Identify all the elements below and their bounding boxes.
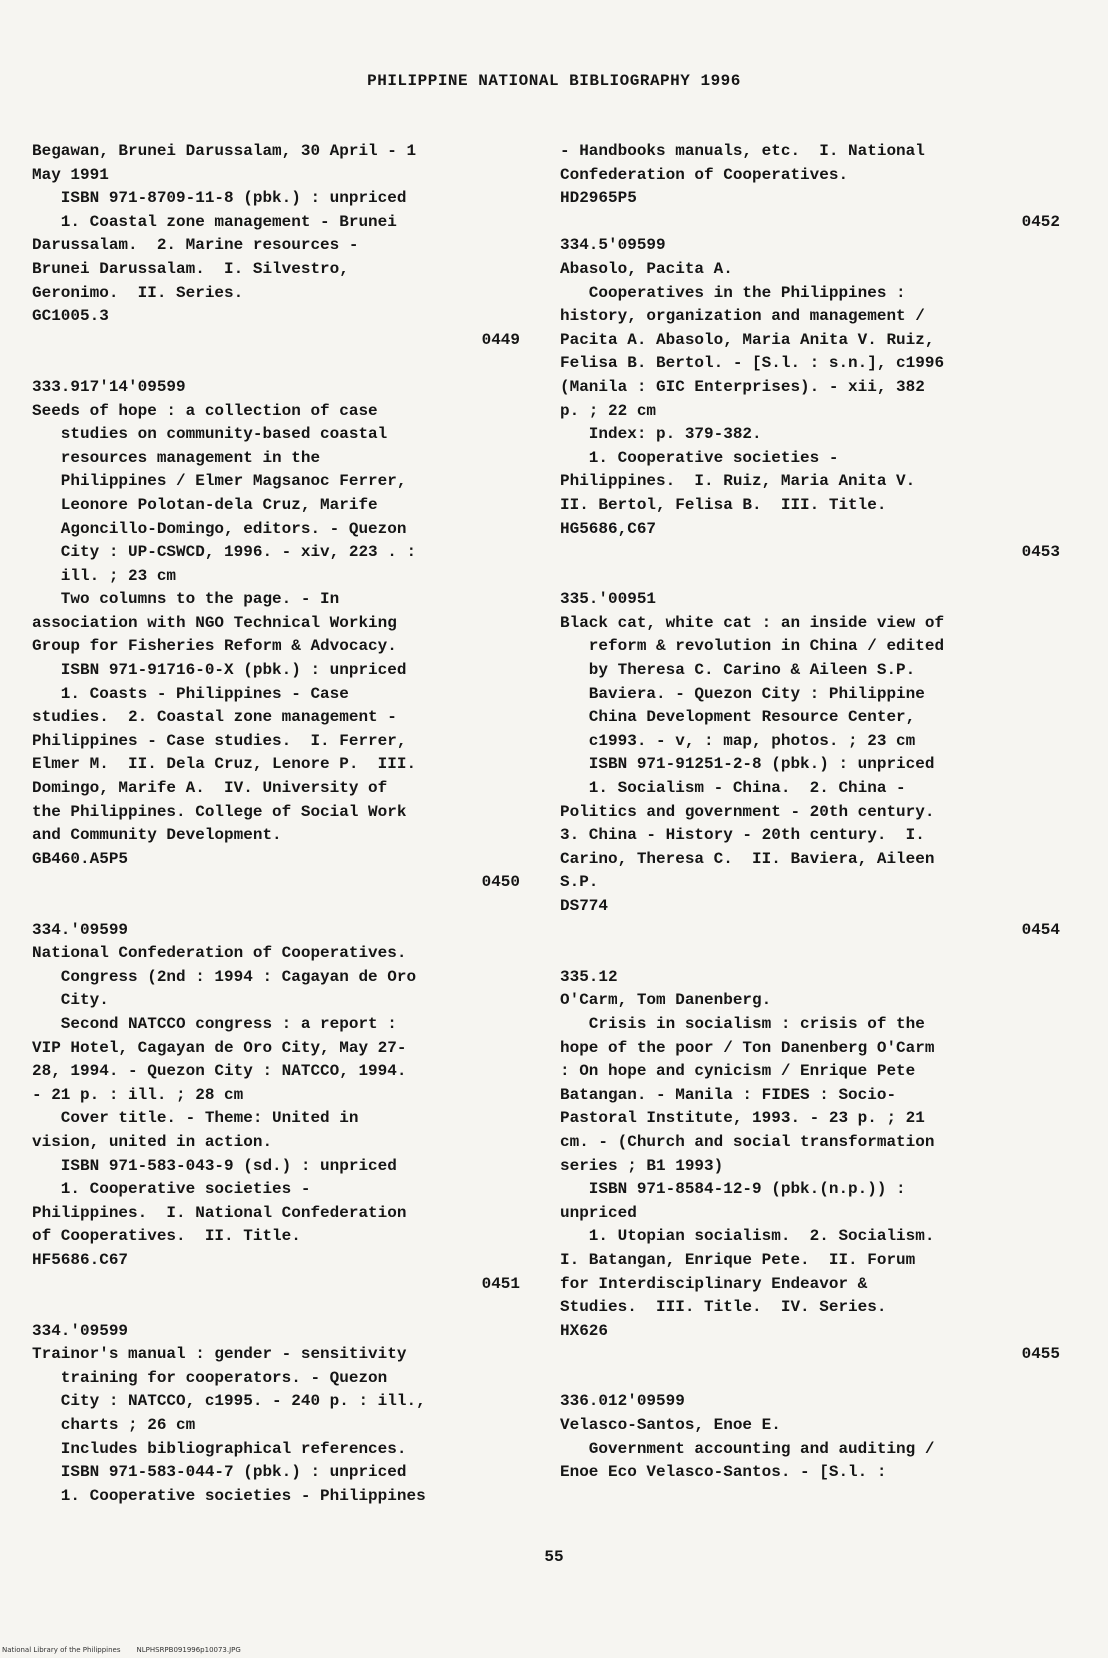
entry-line: 1. Cooperative societies - Philippines (32, 1486, 426, 1505)
entry-line: HF5686.C67 (32, 1250, 129, 1269)
entry-line: association with NGO Technical Working (32, 613, 397, 632)
entry-line: unpriced (560, 1203, 637, 1222)
scan-footer (2, 1646, 241, 1654)
entry-line: Brunei Darussalam. I. Silvestro, (32, 259, 349, 278)
entry-line: Cooperatives in the Philippines : (560, 283, 906, 302)
entry-line: 3. China - History - 20th century. I. (560, 826, 925, 845)
entry-line: Two columns to the page. - In (32, 590, 340, 609)
entry-line: Elmer M. II. Dela Cruz, Lenore P. III. (32, 755, 417, 774)
running-header: PHILIPPINE NATIONAL BIBLIOGRAPHY 1996 (367, 72, 741, 90)
entry-line: Abasolo, Pacita A. (560, 259, 733, 278)
spacer (32, 352, 520, 376)
entry-line: - 21 p. : ill. ; 28 cm (32, 1085, 244, 1104)
entry-line: GB460.A5P5 (32, 849, 129, 868)
entry-line: Geronimo. II. Series. (32, 283, 244, 302)
entry-line: Leonore Polotan-dela Cruz, Marife (32, 495, 378, 514)
entry-line: training for cooperators. - Quezon (32, 1368, 388, 1387)
entry-line: ISBN 971-583-044-7 (pbk.) : unpriced (32, 1463, 407, 1482)
entry-line: cm. - (Church and social transformation (560, 1132, 935, 1151)
entry-line: ISBN 971-91251-2-8 (pbk.) : unpriced (560, 755, 935, 774)
entry-line: studies. 2. Coastal zone management - (32, 708, 397, 727)
footer-file: NLPHSRPB091996p10073.JPG (136, 1646, 241, 1654)
spacer (560, 1367, 1060, 1391)
left-column (32, 140, 520, 1508)
entry-line: Seeds of hope : a collection of case (32, 401, 378, 420)
entry-line: Philippines. I. National Confederation (32, 1203, 407, 1222)
entry-line: Enoe Eco Velasco-Santos. - [S.l. : (560, 1463, 887, 1482)
entry-line: ill. ; 23 cm (32, 566, 177, 585)
entry-line: Government accounting and auditing / (560, 1439, 935, 1458)
entry-line: I. Batangan, Enrique Pete. II. Forum (560, 1250, 916, 1269)
entry-line: by Theresa C. Carino & Aileen S.P. (560, 661, 916, 680)
entry-line: Index: p. 379-382. (560, 425, 762, 444)
entry-line: VIP Hotel, Cagayan de Oro City, May 27- (32, 1038, 407, 1057)
entry-line: resources management in the (32, 448, 321, 467)
entry-line: Agoncillo-Domingo, editors. - Quezon (32, 519, 407, 538)
entry-line: hope of the poor / Ton Danenberg O'Carm (560, 1038, 935, 1057)
entry-line: series ; B1 1993) (560, 1156, 724, 1175)
entry-line: Felisa B. Bertol. - [S.l. : s.n.], c1996 (560, 354, 945, 373)
entry-line: p. ; 22 cm (560, 401, 657, 420)
entry-line: for Interdisciplinary Endeavor & (560, 1274, 868, 1293)
entry-line: 336.012'09599 (560, 1392, 685, 1411)
entry-line: : On hope and cynicism / Enrique Pete (560, 1062, 916, 1081)
spacer (32, 1296, 520, 1320)
entry-line: Pacita A. Abasolo, Maria Anita V. Ruiz, (560, 330, 935, 349)
entry-line: 335.12 (560, 967, 618, 986)
entry-line: 334.'09599 (32, 920, 129, 939)
entry-line: (Manila : GIC Enterprises). - xii, 382 (560, 377, 925, 396)
entry-number: 0453 (1021, 543, 1060, 562)
entry-line: GC1005.3 (32, 307, 109, 326)
entry-line: Group for Fisheries Reform & Advocacy. (32, 637, 397, 656)
entry-line: reform & revolution in China / edited (560, 637, 945, 656)
entry-line: studies on community-based coastal (32, 425, 388, 444)
entry-line: 28, 1994. - Quezon City : NATCCO, 1994. (32, 1062, 407, 1081)
entry-line: Carino, Theresa C. II. Baviera, Aileen (560, 849, 935, 868)
entry-line: City : NATCCO, c1995. - 240 p. : ill., (32, 1392, 426, 1411)
entry-line: HG5686,C67 (560, 519, 657, 538)
entry-line: HD2965P5 (560, 189, 637, 208)
entry-line: China Development Resource Center, (560, 708, 916, 727)
entry-line: Trainor's manual : gender - sensitivity (32, 1345, 407, 1364)
spacer (560, 942, 1060, 966)
entry-line: history, organization and management / (560, 307, 925, 326)
entry-line: the Philippines. College of Social Work (32, 802, 407, 821)
entry-line: Philippines / Elmer Magsanoc Ferrer, (32, 472, 407, 491)
entry-line: Includes bibliographical references. (32, 1439, 407, 1458)
entry-line: O'Carm, Tom Danenberg. (560, 991, 772, 1010)
entry-line: 1. Coastal zone management - Brunei (32, 212, 397, 231)
entry-line: Begawan, Brunei Darussalam, 30 April - 1 (32, 142, 417, 160)
entry-line: Black cat, white cat : an inside view of (560, 613, 945, 632)
entry-line: Congress (2nd : 1994 : Cagayan de Oro (32, 967, 417, 986)
entry-line: Cover title. - Theme: United in (32, 1109, 359, 1128)
entry-line: 1. Cooperative societies - (560, 448, 839, 467)
entry-line: DS774 (560, 897, 609, 915)
entry-line: Studies. III. Title. IV. Series. (560, 1298, 887, 1317)
entry-number: 0450 (481, 873, 520, 892)
entry-line: ISBN 971-91716-0-X (pbk.) : unpriced (32, 661, 407, 680)
entry-line: City. (32, 991, 109, 1010)
entry-line: Pastoral Institute, 1993. - 23 p. ; 21 (560, 1109, 925, 1128)
entry-number: 0452 (1021, 212, 1060, 231)
entry-line: and Community Development. (32, 826, 282, 845)
entry-line: National Confederation of Cooperatives. (32, 944, 407, 963)
entry-line: 335.'00951 (560, 590, 657, 609)
entry-line: Philippines - Case studies. I. Ferrer, (32, 731, 407, 750)
entry-line: Batangan. - Manila : FIDES : Socio- (560, 1085, 897, 1104)
entry-line: 333.917'14'09599 (32, 377, 186, 396)
entry-line: 334.'09599 (32, 1321, 129, 1340)
entry-number: 0451 (481, 1274, 520, 1293)
entry-line: Velasco-Santos, Enoe E. (560, 1416, 781, 1435)
page-number: 55 (544, 1548, 564, 1566)
entry-line: May 1991 (32, 165, 109, 184)
entry-line: Baviera. - Quezon City : Philippine (560, 684, 925, 703)
entry-line: HX626 (560, 1321, 609, 1340)
footer-library: National Library of the Philippines (2, 1646, 121, 1654)
entry-line: charts ; 26 cm (32, 1416, 196, 1435)
spacer (560, 565, 1060, 589)
entry-line: II. Bertol, Felisa B. III. Title. (560, 495, 887, 514)
entry-line: S.P. (560, 873, 599, 892)
entry-line: - Handbooks manuals, etc. I. National (560, 142, 925, 160)
entry-number: 0449 (481, 330, 520, 349)
entry-line: 1. Coasts - Philippines - Case (32, 684, 349, 703)
spacer (32, 895, 520, 919)
entry-line: 1. Cooperative societies - (32, 1180, 311, 1199)
entry-line: City : UP-CSWCD, 1996. - xiv, 223 . : (32, 543, 417, 562)
entry-number: 0454 (1021, 920, 1060, 939)
entry-line: Crisis in socialism : crisis of the (560, 1014, 925, 1033)
entry-line: Domingo, Marife A. IV. University of (32, 779, 388, 798)
entry-line: Darussalam. 2. Marine resources - (32, 236, 359, 255)
entry-line: Confederation of Cooperatives. (560, 165, 849, 184)
entry-number: 0455 (1021, 1345, 1060, 1364)
right-column (560, 140, 1060, 1485)
entry-line: Philippines. I. Ruiz, Maria Anita V. (560, 472, 916, 491)
entry-line: Politics and government - 20th century. (560, 802, 935, 821)
entry-line: 1. Utopian socialism. 2. Socialism. (560, 1227, 935, 1246)
entry-line: vision, united in action. (32, 1132, 273, 1151)
entry-line: c1993. - v, : map, photos. ; 23 cm (560, 731, 916, 750)
entry-line: 334.5'09599 (560, 236, 666, 255)
entry-line: ISBN 971-583-043-9 (sd.) : unpriced (32, 1156, 397, 1175)
entry-line: of Cooperatives. II. Title. (32, 1227, 301, 1246)
entry-line: ISBN 971-8709-11-8 (pbk.) : unpriced (32, 189, 407, 208)
entry-line: Second NATCCO congress : a report : (32, 1014, 397, 1033)
entry-line: 1. Socialism - China. 2. China - (560, 779, 906, 798)
entry-line: ISBN 971-8584-12-9 (pbk.(n.p.)) : (560, 1180, 906, 1199)
